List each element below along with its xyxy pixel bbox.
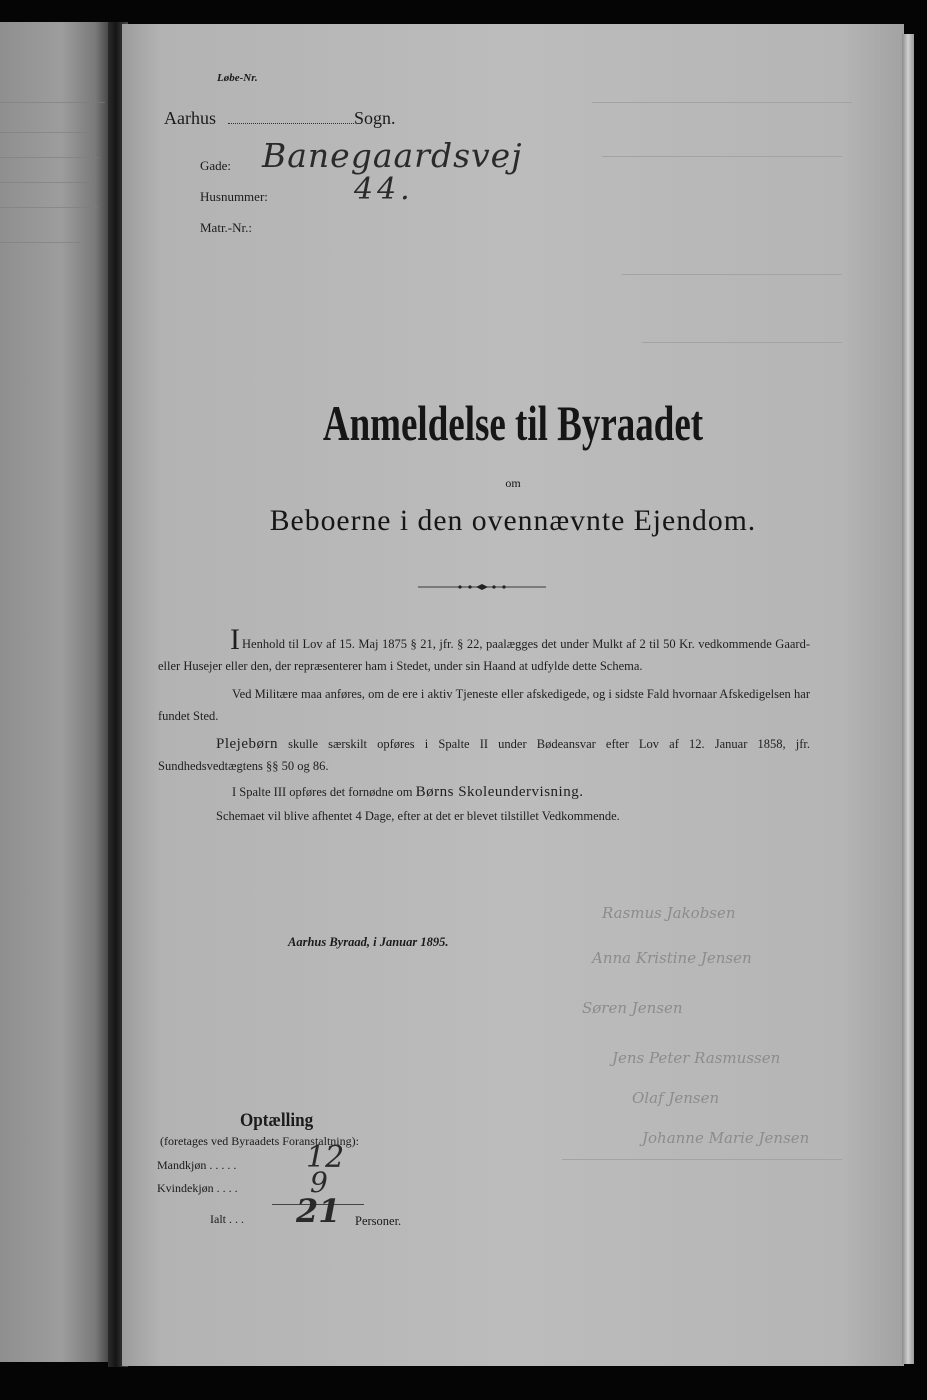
- paragraph-1: [158, 623, 810, 677]
- paragraph-3: [158, 733, 810, 777]
- main-title: Anmeldelse til Byraadet: [322, 395, 704, 451]
- document-page: Rasmus Jakobsen Anna Kristine Jensen Søren Jensen Jens Peter Rasmussen Olaf Jensen Johanne Marie Jensen Løbe-Nr. Aarhus Sogn. Gade: Banegaardsvej Husnummer: 44. Matr.-Nr.: Anmeldelse til Byraadet om Beboerne i den ovennævnte Ejendom.: [122, 24, 904, 1366]
- signature-line: Aarhus Byraad, i Januar 1895.: [288, 935, 449, 949]
- gade-label: Gade:: [200, 158, 232, 173]
- mandkjon-value: 12: [306, 1140, 345, 1175]
- paragraph-4: [158, 781, 810, 803]
- personer-label: Personer.: [355, 1214, 402, 1228]
- paragraph-3-text: skulle særskilt opføres i Spalte II under Bødeansvar efter Lov af 12. Januar 1858, jfr. Sundhedsvedtægtens §§ 50 og 86.: [158, 737, 811, 773]
- mandkjon-label: Mandkjøn . . . . .: [157, 1158, 237, 1172]
- paragraph-4-emph: Børns Skoleundervisning.: [415, 784, 584, 800]
- sogn-dotted-line: [228, 123, 354, 124]
- count-title: Optælling: [240, 1110, 314, 1131]
- plejeborn-lead: Plejebørn: [216, 736, 278, 752]
- left-page: [0, 22, 112, 1362]
- husnummer-value: 44.: [354, 172, 414, 207]
- paragraph-1-text: Henhold til Lov af 15. Maj 1875 § 21, jfr. § 22, paalægges det under Mulkt af 2 til 50 Kr. vedkommende Gaard- eller Husejer eller den, der repræsenterer ham i Stedet, under sin Haand at udfylde dette Schema.: [158, 637, 810, 673]
- ialt-label: Ialt . . .: [210, 1212, 244, 1226]
- paragraph-4-text: I Spalte III opføres det fornødne om: [232, 785, 413, 799]
- kvindekjon-value: 9: [310, 1166, 328, 1199]
- ialt-value: 21: [296, 1192, 341, 1230]
- husnummer-label: Husnummer:: [200, 189, 268, 204]
- paragraph-2: Ved Militære maa anføres, om de ere i aktiv Tjeneste eller afskedigede, og i sidste Fald hvornaar Afskedigelsen har fundet Sted.: [158, 687, 810, 723]
- city-label: Aarhus: [164, 108, 216, 128]
- subtitle: Beboerne i den ovennævnte Ejendom.: [269, 504, 757, 537]
- drop-initial: I: [230, 623, 240, 656]
- instructions-text: [158, 623, 811, 827]
- gade-value: Banegaardsvej: [262, 136, 523, 175]
- ornament-divider: [418, 581, 546, 593]
- paragraph-5: Schemaet vil blive afhentet 4 Dage, efter at det er blevet tilstillet Vedkommende.: [216, 809, 620, 823]
- sogn-label: Sogn.: [354, 108, 396, 128]
- matr-nr-label: Matr.-Nr.:: [200, 220, 252, 235]
- count-subtitle: (foretages ved Byraadets Foranstaltning):: [160, 1134, 359, 1148]
- title-om: om: [505, 476, 521, 490]
- page-edge: [902, 34, 914, 1364]
- lobe-nr-label: Løbe-Nr.: [217, 72, 258, 84]
- kvindekjon-label: Kvindekjøn . . . .: [157, 1181, 238, 1195]
